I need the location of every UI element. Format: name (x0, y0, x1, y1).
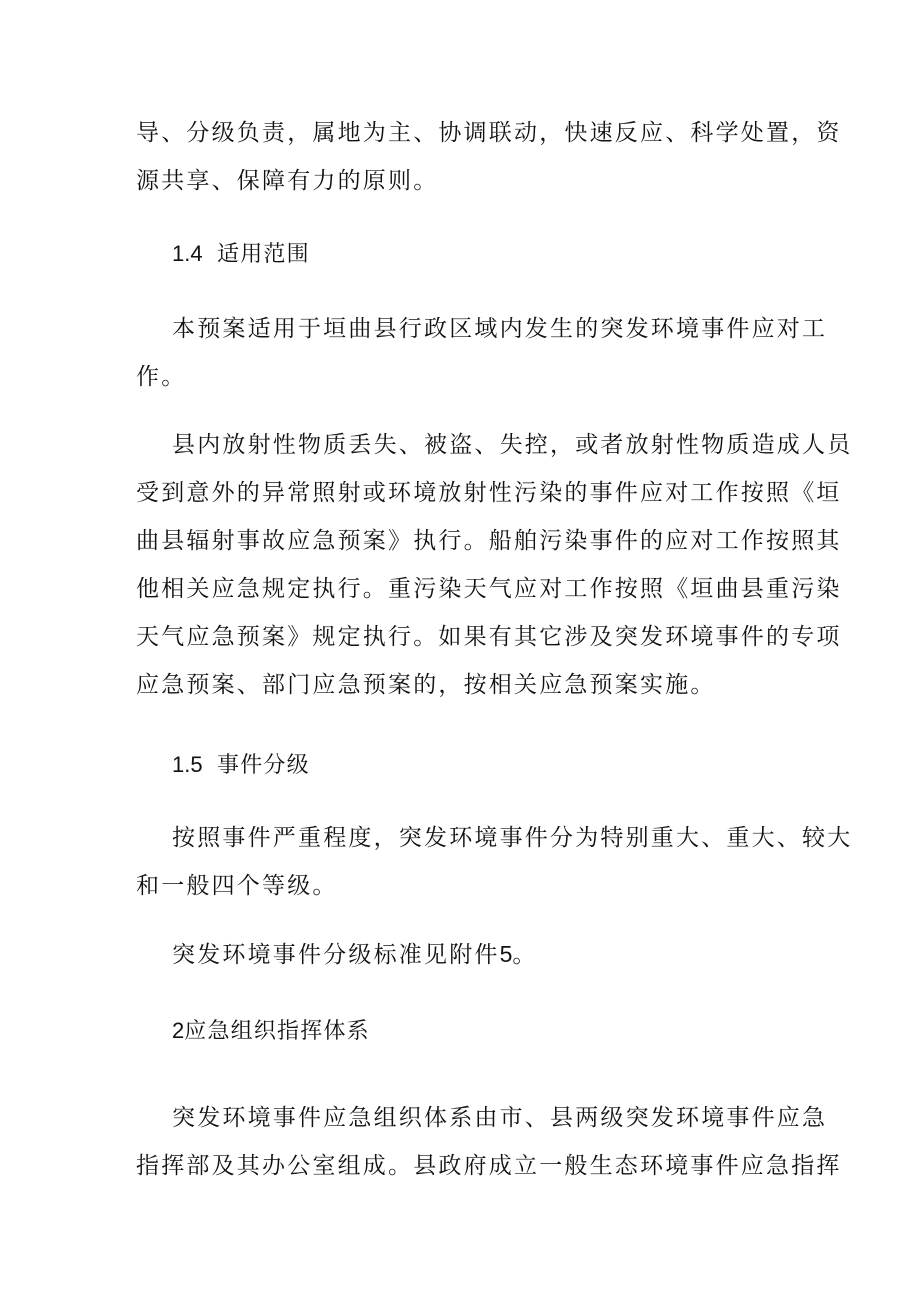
text-line: 他相关应急规定执行。重污染天气应对工作按照《垣曲县重污染 (136, 576, 842, 602)
text-line (136, 930, 796, 978)
appendix-number: 5 (499, 941, 513, 967)
text-line: 受到意外的异常照射或环境放射性污染的事件应对工作按照《垣 (136, 480, 842, 506)
text-line: 曲县辐射事故应急预案》执行。船舶污染事件的应对工作按照其 (136, 528, 842, 554)
text-line: 本预案适用于垣曲县行政区域内发生的突发环境事件应对工 (172, 316, 828, 342)
section-heading-1-4 (172, 230, 832, 279)
text-line: 县内放射性物质丢失、被盗、失控，或者放射性物质造成人员 (172, 432, 853, 458)
text-line: 指挥部及其办公室组成。县政府成立一般生态环境事件应急指挥 (136, 1153, 842, 1179)
text-line: 和一般四个等级。 (136, 873, 338, 899)
text-line: 源共享、保障有力的原则。 (136, 168, 439, 194)
section-heading-1-5 (172, 741, 832, 790)
section-heading-2 (172, 1007, 832, 1056)
section-title: 应急组织指挥体系 (184, 1019, 370, 1044)
section-number: 1.5 (172, 752, 203, 777)
section-number: 2 (172, 1018, 185, 1043)
paragraph-scope (136, 305, 828, 401)
section-number: 1.4 (172, 241, 203, 266)
text-line: 天气应急预案》规定执行。如果有其它涉及突发环境事件的专项 (136, 624, 842, 650)
standard-text: 突发环境事件分级标准见附件 (172, 942, 500, 968)
paragraph-radiation (136, 421, 853, 709)
paragraph-principles (136, 109, 842, 205)
paragraph-standard (136, 930, 796, 978)
section-title: 事件分级 (217, 753, 310, 778)
paragraph-organization (136, 1094, 842, 1190)
text-line: 按照事件严重程度，突发环境事件分为特别重大、重大、较大 (172, 825, 853, 851)
text-line: 应急预案、部门应急预案的，按相关应急预案实施。 (136, 672, 716, 698)
text-line: 突发环境事件应急组织体系由市、县两级突发环境事件应急 (172, 1105, 828, 1131)
text-line: 作。 (136, 364, 187, 390)
standard-suffix: 。 (512, 942, 538, 968)
text-line: 导、分级负责，属地为主、协调联动，快速反应、科学处置，资 (136, 120, 842, 146)
paragraph-levels (136, 814, 853, 910)
section-title: 适用范围 (217, 242, 310, 267)
